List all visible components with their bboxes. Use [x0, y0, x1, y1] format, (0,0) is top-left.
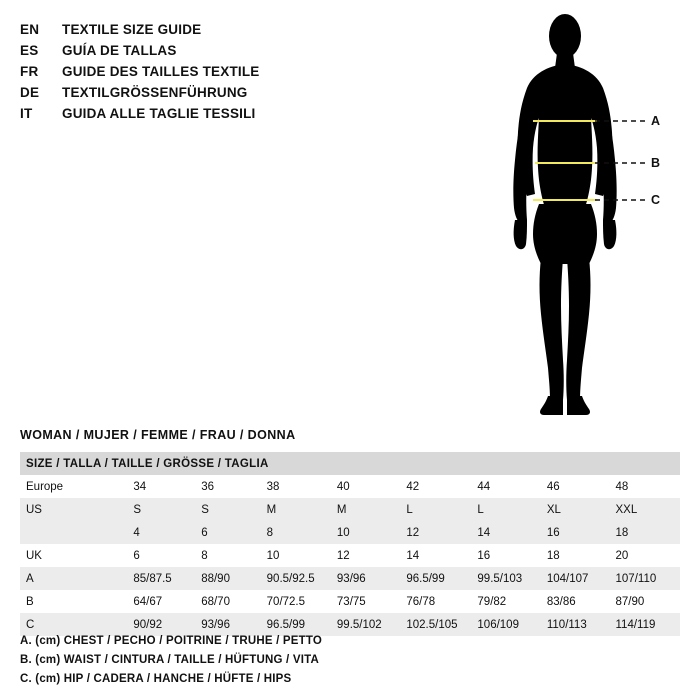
table-row-us-numeric [20, 521, 680, 544]
title-lang-es: ES [20, 43, 39, 58]
title-lang-de: DE [20, 85, 40, 100]
title-lang-fr: FR [20, 64, 39, 79]
cell-b-6: 83/86 [543, 590, 612, 613]
table-row-us [20, 498, 680, 521]
cell-b-0: 64/67 [129, 590, 197, 613]
cell-us-3: M [333, 498, 402, 521]
title-text-de: TEXTILGRÖSSENFÜHRUNG [62, 85, 248, 100]
cell-c-1: 93/96 [197, 613, 262, 636]
cell-a-3: 93/96 [333, 567, 402, 590]
cell-b-2: 70/72.5 [263, 590, 333, 613]
cell-uk-1: 8 [197, 544, 262, 567]
table-row-uk [20, 544, 680, 567]
language-titles [20, 22, 440, 127]
cell-c-5: 106/109 [473, 613, 542, 636]
title-lang-it: IT [20, 106, 33, 121]
row-label-europe: Europe [20, 475, 129, 498]
cell-a-7: 107/110 [612, 567, 680, 590]
cell-europe-0: 34 [129, 475, 197, 498]
footnote-b: B. (cm) WAIST / CINTURA / TAILLE / HÜFTUNG / VITA [20, 654, 319, 666]
section-heading-woman: WOMAN / MUJER / FEMME / FRAU / DONNA [20, 428, 296, 442]
measurement-legend [20, 632, 620, 689]
cell-c-7: 114/119 [612, 613, 680, 636]
cell-us-2: M [263, 498, 333, 521]
female-silhouette-icon [455, 8, 690, 433]
cell-uk-5: 16 [473, 544, 542, 567]
cell-c-3: 99.5/102 [333, 613, 402, 636]
cell-c-2: 96.5/99 [263, 613, 333, 636]
title-lang-en: EN [20, 22, 40, 37]
cell-b-3: 73/75 [333, 590, 402, 613]
measure-label-c: C [651, 193, 661, 207]
table-header-label: SIZE / TALLA / TAILLE / GRÖSSE / TAGLIA [20, 452, 680, 475]
row-label-uk: UK [20, 544, 129, 567]
cell-us-1: S [197, 498, 262, 521]
cell-europe-4: 42 [402, 475, 473, 498]
cell-usnum-4: 12 [402, 521, 473, 544]
cell-b-1: 68/70 [197, 590, 262, 613]
title-text-it: GUIDA ALLE TAGLIE TESSILI [62, 106, 256, 121]
row-label-a: A [20, 567, 129, 590]
cell-usnum-5: 14 [473, 521, 542, 544]
footnote-c: C. (cm) HIP / CADERA / HANCHE / HÜFTE / HIPS [20, 673, 292, 685]
cell-usnum-2: 8 [263, 521, 333, 544]
cell-a-6: 104/107 [543, 567, 612, 590]
table-row-europe [20, 475, 680, 498]
size-table-container [20, 452, 680, 636]
cell-usnum-0: 4 [129, 521, 197, 544]
cell-us-4: L [402, 498, 473, 521]
cell-a-4: 96.5/99 [402, 567, 473, 590]
row-label-b: B [20, 590, 129, 613]
title-row-de [20, 85, 440, 106]
cell-usnum-3: 10 [333, 521, 402, 544]
measure-label-b: B [651, 156, 661, 170]
measure-label-a: A [651, 114, 661, 128]
title-text-fr: GUIDE DES TAILLES TEXTILE [62, 64, 260, 79]
cell-usnum-6: 16 [543, 521, 612, 544]
cell-uk-7: 20 [612, 544, 680, 567]
cell-c-6: 110/113 [543, 613, 612, 636]
cell-uk-4: 14 [402, 544, 473, 567]
row-label-us: US [20, 498, 129, 521]
cell-usnum-7: 18 [612, 521, 680, 544]
table-row-b [20, 590, 680, 613]
cell-europe-3: 40 [333, 475, 402, 498]
cell-uk-3: 12 [333, 544, 402, 567]
cell-us-5: L [473, 498, 542, 521]
cell-us-7: XXL [612, 498, 680, 521]
row-label-us-numeric [20, 521, 129, 544]
title-text-en: TEXTILE SIZE GUIDE [62, 22, 202, 37]
cell-uk-0: 6 [129, 544, 197, 567]
table-row-a [20, 567, 680, 590]
body-figure [455, 8, 690, 433]
cell-europe-5: 44 [473, 475, 542, 498]
cell-b-4: 76/78 [402, 590, 473, 613]
row-label-c: C [20, 613, 129, 636]
cell-a-2: 90.5/92.5 [263, 567, 333, 590]
title-row-it [20, 106, 440, 127]
table-header-row [20, 452, 680, 475]
cell-uk-6: 18 [543, 544, 612, 567]
cell-c-4: 102.5/105 [402, 613, 473, 636]
cell-usnum-1: 6 [197, 521, 262, 544]
cell-a-1: 88/90 [197, 567, 262, 590]
size-table [20, 452, 680, 636]
footnote-a: A. (cm) CHEST / PECHO / POITRINE / TRUHE / PETTO [20, 635, 323, 647]
cell-europe-6: 46 [543, 475, 612, 498]
cell-b-5: 79/82 [473, 590, 542, 613]
cell-c-0: 90/92 [129, 613, 197, 636]
cell-europe-1: 36 [197, 475, 262, 498]
cell-a-0: 85/87.5 [129, 567, 197, 590]
title-row-en [20, 22, 440, 43]
cell-europe-2: 38 [263, 475, 333, 498]
cell-uk-2: 10 [263, 544, 333, 567]
title-text-es: GUÍA DE TALLAS [62, 43, 177, 58]
title-row-es [20, 43, 440, 64]
cell-us-6: XL [543, 498, 612, 521]
cell-b-7: 87/90 [612, 590, 680, 613]
cell-us-0: S [129, 498, 197, 521]
cell-europe-7: 48 [612, 475, 680, 498]
title-row-fr [20, 64, 440, 85]
cell-a-5: 99.5/103 [473, 567, 542, 590]
